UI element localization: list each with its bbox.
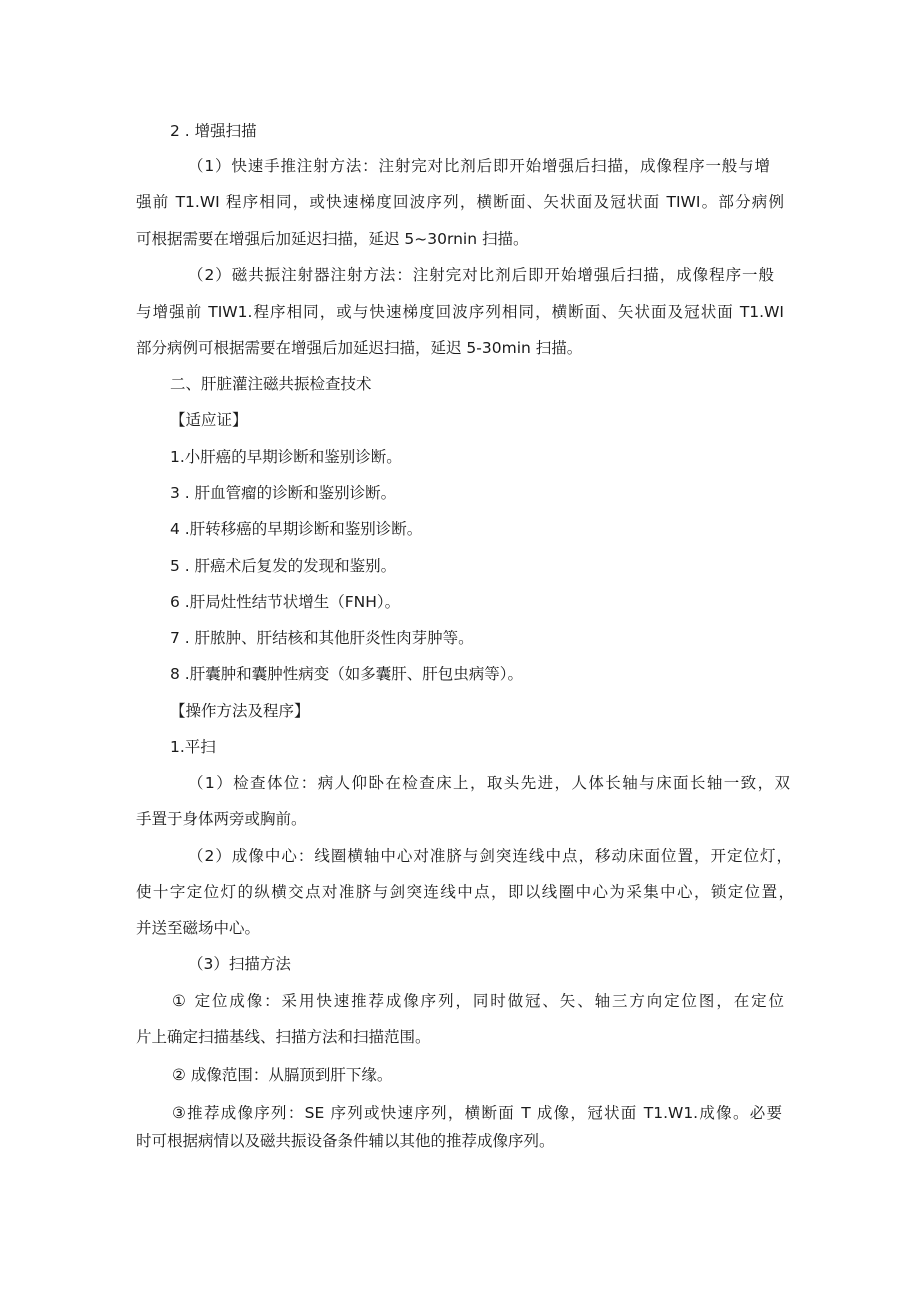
subheading-plain-scan: 1.平扫 [170,738,216,756]
subheading-indications: 【适应证】 [170,411,248,429]
paragraph-line: 手置于身体两旁或胸前。 [136,810,307,828]
list-item: 1.小肝癌的早期诊断和鉴别诊断。 [170,448,402,466]
list-item: 5 . 肝癌术后复发的发现和鉴别。 [170,557,397,575]
list-item: 4 .肝转移癌的早期诊断和鉴别诊断。 [170,520,423,538]
subheading-procedure: 【操作方法及程序】 [170,702,310,720]
paragraph-line: （1）检查体位：病人仰卧在检查床上，取头先进，人体长轴与床面长轴一致，双 [188,774,790,792]
list-item: 3 . 肝血管瘤的诊断和鉴别诊断。 [170,484,397,502]
subheading-scan-method: （3）扫描方法 [188,955,291,973]
paragraph-line: 部分病例可根据需要在增强后加延迟扫描，延迟 5-30min 扫描。 [136,339,583,357]
paragraph-line: 使十字定位灯的纵横交点对准脐与剑突连线中点，即以线圈中心为采集中心，锁定位置， [136,883,794,901]
paragraph-line: （1）快速手推注射方法：注射完对比剂后即开始增强后扫描，成像程序一般与增 [188,157,770,175]
list-item: 6 .肝局灶性结节状增生（FNH）。 [170,593,401,611]
paragraph-line: 可根据需要在增强后加延迟扫描，延迟 5~30rnin 扫描。 [136,230,529,248]
paragraph-line: ③推荐成像序列：SE 序列或快速序列，横断面 T 成像，冠状面 T1.W1.成像。必要 [172,1104,782,1122]
paragraph-line: 与增强前 TIW1.程序相同，或与快速梯度回波序列相同，横断面、矢状面及冠状面 T1.WI [136,303,784,321]
paragraph-line: （2）磁共振注射器注射方法：注射完对比剂后即开始增强后扫描，成像程序一般 [188,266,774,284]
paragraph-line: 并送至磁场中心。 [136,919,261,937]
section-heading-perfusion: 二、肝脏灌注磁共振检查技术 [170,375,372,393]
paragraph-line: ① 定位成像：采用快速推荐成像序列，同时做冠、矢、轴三方向定位图，在定位 [172,992,784,1010]
paragraph-line: 强前 T1.WI 程序相同，或快速梯度回波序列，横断面、矢状面及冠状面 TIWI。部分病例 [136,193,784,211]
list-item: 8 .肝囊肿和囊肿性病变（如多囊肝、肝包虫病等）。 [170,665,523,683]
paragraph-line: 时可根据病情以及磁共振设备条件辅以其他的推荐成像序列。 [136,1132,555,1150]
paragraph-line: 片上确定扫描基线、扫描方法和扫描范围。 [136,1028,431,1046]
paragraph-line: （2）成像中心：线圈横轴中心对准脐与剑突连线中点，移动床面位置，开定位灯， [188,847,792,865]
list-item: 7 . 肝脓肿、肝结核和其他肝炎性肉芽肿等。 [170,629,474,647]
paragraph-line: ② 成像范围：从膈顶到肝下缘。 [172,1066,393,1084]
section-heading-enhanced-scan: 2 . 增强扫描 [170,122,257,140]
